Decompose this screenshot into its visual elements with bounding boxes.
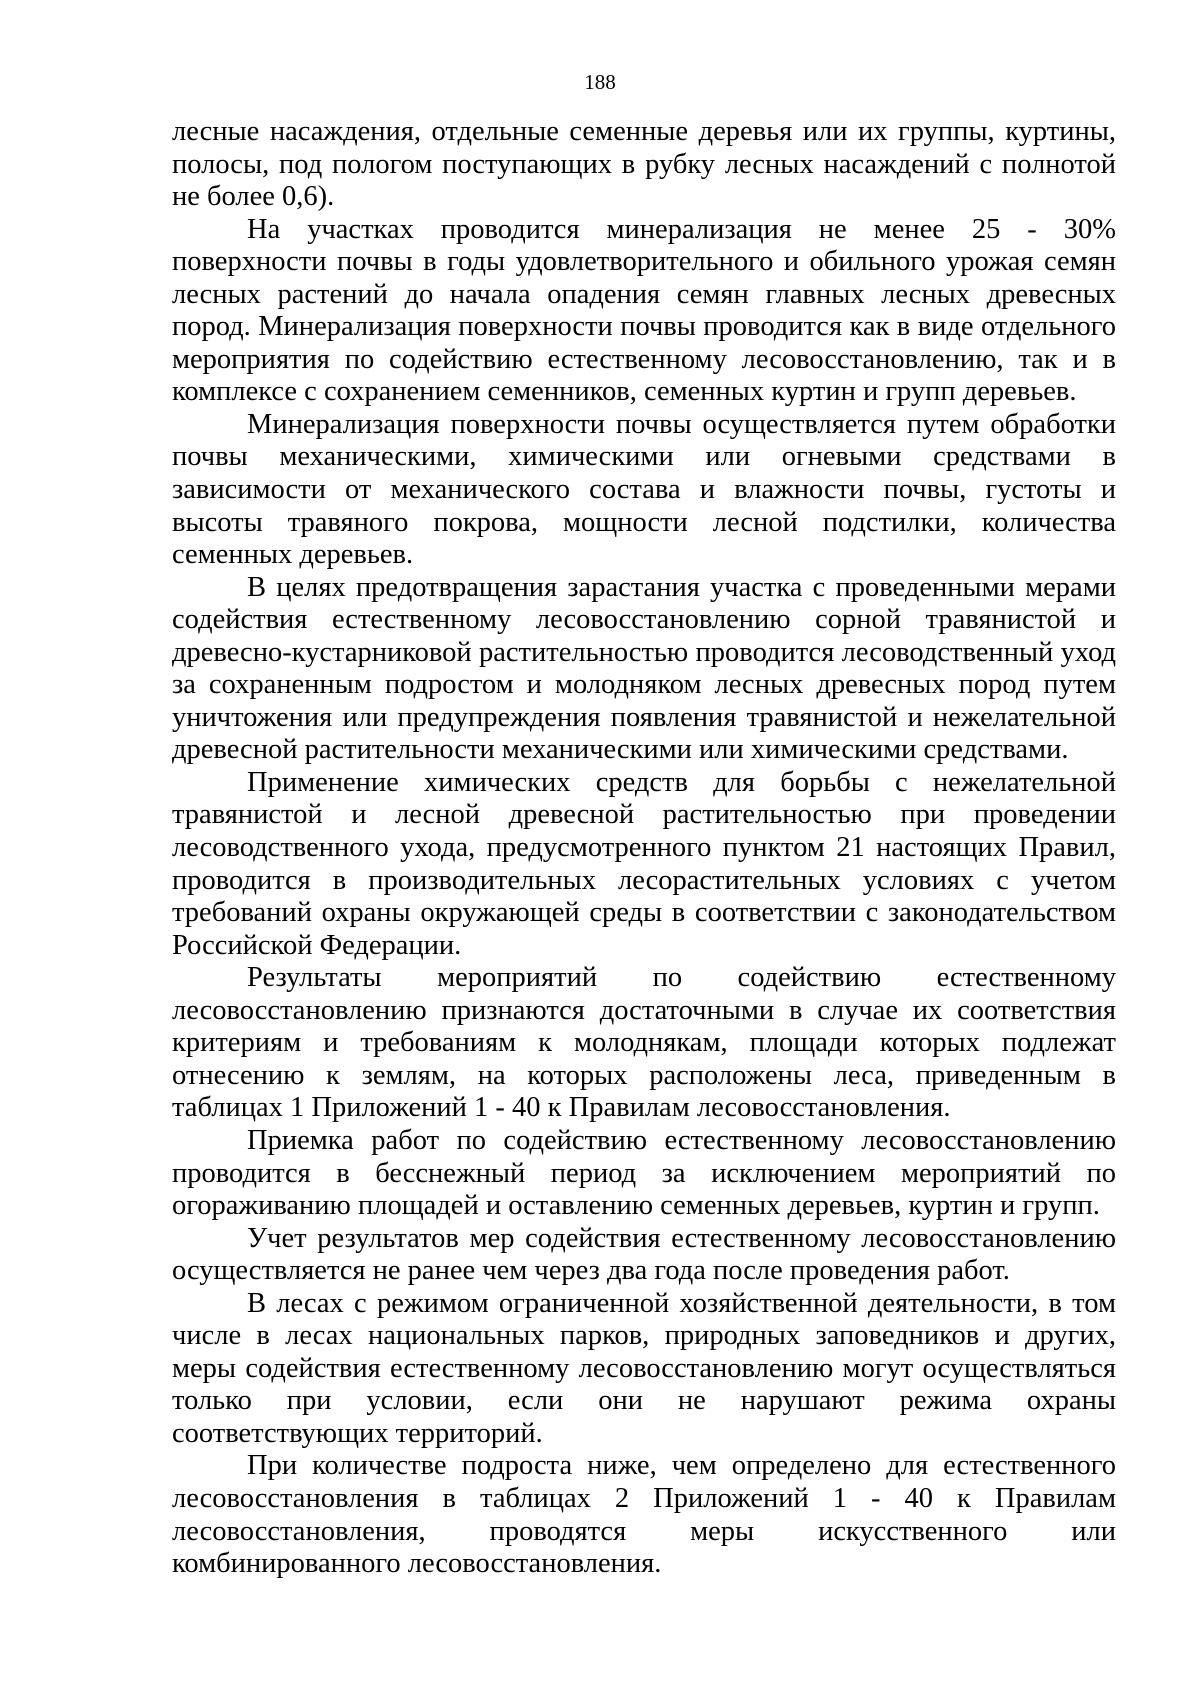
paragraph-mineralization-scope: На участках проводится минерализация не менее 25 - 30% поверхности почвы в годы удовлетворительного и обильного урожая семян лесных растений до начала опадения семян главных лесных древесных пород. Минерализация поверхности почвы проводится как в виде отдельного мероприятия по содействию естественному лесовосстановлению, так и в комплексе с сохранением семенников, семенных куртин и групп деревьев. (172, 213, 1116, 408)
page-number: 188 (584, 70, 616, 94)
paragraph-mineralization-method: Минерализация поверхности почвы осуществляется путем обработки почвы механическими, химическими или огневыми средствами в зависимости от механического состава и влажности почвы, густоты и высоты травяного покрова, мощности лесной подстилки, количества семенных деревьев. (172, 408, 1116, 571)
paragraph-results-accounting: Учет результатов мер содействия естественному лесовосстановлению осуществляется не ранее чем через два года после проведения работ. (172, 1222, 1116, 1287)
paragraph-overgrowth-prevention: В целях предотвращения зарастания участка с проведенными мерами содействия естественному лесовосстановлению сорной травянистой и древесно-кустарниковой растительностью проводится лесоводственный уход за сохраненным подростом и молодняком лесных древесных пород путем уничтожения или предупреждения появления травянистой и нежелательной древесной растительности механическими или химическими средствами. (172, 571, 1116, 766)
paragraph-results-criteria: Результаты мероприятий по содействию естественному лесовосстановлению признаются достаточными в случае их соответствия критериям и требованиям к молоднякам, площади которых подлежат отнесению к землям, на которых расположены леса, приведенным в таблицах 1 Приложений 1 - 40 к Правилам лесовосстановления. (172, 962, 1116, 1124)
paragraph-restricted-forests: В лесах с режимом ограниченной хозяйственной деятельности, в том числе в лесах национальных парков, природных заповедников и других, меры содействия естественному лесовосстановлению могут осуществляться только при условии, если они не нарушают режима охраны соответствующих территорий. (172, 1287, 1116, 1449)
document-body (172, 116, 1116, 1581)
paragraph-continuation: лесные насаждения, отдельные семенные деревья или их группы, куртины, полосы, под пологом поступающих в рубку лесных насаждений с полнотой не более 0,6). (172, 116, 1116, 213)
paragraph-artificial-restoration: При количестве подроста ниже, чем определено для естественного лесовосстановления в таблицах 2 Приложений 1 - 40 к Правилам лесовосстановления, проводятся меры искусственного или комбинированного лесовосстановления. (172, 1450, 1116, 1580)
paragraph-work-acceptance: Приемка работ по содействию естественному лесовосстановлению проводится в бесснежный период за исключением мероприятий по огораживанию площадей и оставлению семенных деревьев, куртин и групп. (172, 1124, 1116, 1222)
paragraph-chemical-means: Применение химических средств для борьбы с нежелательной травянистой и лесной древесной растительностью при проведении лесоводственного ухода, предусмотренного пунктом 21 настоящих Правил, проводится в производительных лесорастительных условиях с учетом требований охраны окружающей среды в соответствии с законодательством Российской Федерации. (172, 766, 1116, 961)
